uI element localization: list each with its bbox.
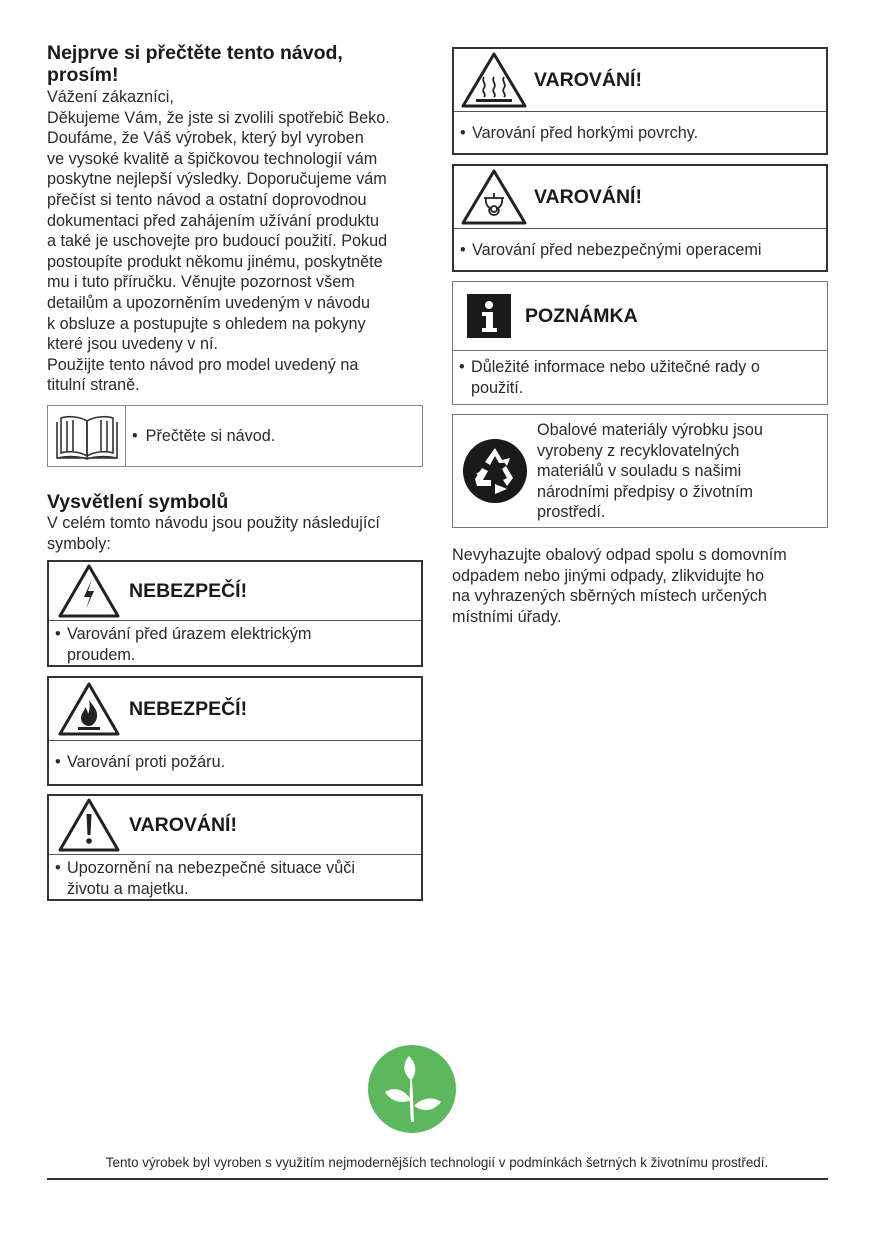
hot-surface-warning-icon xyxy=(454,51,534,109)
recycle-line: národními předpisy o životním xyxy=(537,482,753,501)
description-line: Varování před nebezpečnými operacemi xyxy=(472,241,762,259)
intro-section xyxy=(47,42,423,396)
note-title: POZNÁMKA xyxy=(525,304,638,327)
intro-line: které jsou uvedeny v ní. xyxy=(47,335,218,354)
danger-title: NEBEZPEČÍ! xyxy=(129,697,248,720)
disposal-line: odpadem nebo jinými odpady, zlikvidujte ho xyxy=(452,566,764,585)
disposal-line: na vyhrazených sběrných místech určených xyxy=(452,587,767,606)
danger-description: • Varování proti požáru. xyxy=(49,741,421,777)
description-line: Upozornění na nebezpečné situace vůči xyxy=(67,859,355,877)
recycle-line: Obalové materiály výrobku jsou xyxy=(537,421,763,439)
symbols-section xyxy=(47,491,423,554)
danger-electric-box xyxy=(47,560,423,667)
danger-description: • Varování před úrazem elektrickým proudem. xyxy=(55,625,312,664)
note-description: • Důležité informace nebo užitečné rady o použití. xyxy=(459,358,760,397)
danger-fire-box xyxy=(47,676,423,786)
intro-line: poskytne nejlepší výsledky. Doporučujeme vám xyxy=(47,170,387,189)
intro-line: mu i tuto příručku. Věnujte pozornost všem xyxy=(47,273,355,292)
recycle-icon xyxy=(453,415,537,527)
disposal-paragraph xyxy=(452,545,842,627)
disposal-line: Nevyhazujte obalový odpad spolu s domovním xyxy=(452,546,787,564)
info-icon xyxy=(453,293,525,339)
symbols-heading: Vysvětlení symbolů xyxy=(47,491,229,513)
eco-leaf-icon xyxy=(367,1044,457,1134)
note-box xyxy=(452,281,828,405)
description-line: Důležité informace nebo užitečné rady o xyxy=(471,358,760,376)
description-line: Varování před horkými povrchy. xyxy=(472,124,699,142)
warning-description: • Upozornění na nebezpečné situace vůči životu a majetku. xyxy=(55,859,355,898)
read-manual-box xyxy=(47,405,423,467)
electric-shock-warning-icon xyxy=(49,563,129,619)
intro-heading xyxy=(47,42,423,86)
intro-line: dokumentaci před zahájením užívání produktu xyxy=(47,211,380,230)
recycle-text xyxy=(537,415,827,527)
warning-hazard-box xyxy=(452,164,828,272)
description-line: použití. xyxy=(471,378,524,397)
read-manual-text xyxy=(126,406,422,466)
recycle-line: prostředí. xyxy=(537,503,606,522)
intro-line: titulní straně. xyxy=(47,376,140,395)
intro-heading-line2: prosím! xyxy=(47,64,119,86)
description-line: proudem. xyxy=(67,645,136,664)
warning-title: VAROVÁNÍ! xyxy=(534,185,642,208)
warning-hot-surface-box xyxy=(452,47,828,155)
exclamation-warning-icon xyxy=(49,797,129,853)
hazardous-operation-warning-icon xyxy=(454,168,534,226)
intro-line: postoupíte produkt někomu jinému, poskytněte xyxy=(47,252,383,271)
recycle-box xyxy=(452,414,828,528)
symbols-intro-line: V celém tomto návodu jsou použity následující xyxy=(47,514,380,532)
warning-description: • Varování před horkými povrchy. xyxy=(454,112,826,148)
symbols-intro xyxy=(47,513,423,554)
intro-line: a také je uschovejte pro budoucí použití. Pokud xyxy=(47,232,388,251)
bullet: • xyxy=(132,426,138,445)
warning-title: VAROVÁNÍ! xyxy=(534,68,642,91)
footer-divider xyxy=(47,1178,828,1180)
footer-note: Tento výrobek byl vyroben s využitím nejmodernějších technologií v podmínkách šetrných k životnímu prostředí. xyxy=(105,1155,769,1170)
disposal-line: místními úřady. xyxy=(452,607,562,626)
danger-title: NEBEZPEČÍ! xyxy=(129,579,248,602)
intro-heading-line1: Nejprve si přečtěte tento návod, xyxy=(47,42,343,64)
intro-paragraph xyxy=(47,87,423,396)
warning-general-box xyxy=(47,794,423,901)
intro-line: detailům a upozorněním uvedeným v návodu xyxy=(47,293,371,312)
intro-line: Vážení zákazníci, xyxy=(47,88,174,106)
description-line: Varování proti požáru. xyxy=(67,753,226,771)
fire-warning-icon xyxy=(49,681,129,737)
warning-description: • Varování před nebezpečnými operacemi xyxy=(454,229,826,265)
recycle-line: vyrobeny z recyklovatelných xyxy=(537,441,740,460)
intro-line: přečíst si tento návod a ostatní doprovodnou xyxy=(47,190,367,209)
open-book-icon xyxy=(48,406,126,466)
symbols-intro-line: symboly: xyxy=(47,534,111,553)
intro-line: k obsluze a postupujte s ohledem na pokyny xyxy=(47,314,366,333)
read-manual-label: Přečtěte si návod. xyxy=(145,426,276,445)
intro-line: Děkujeme Vám, že jste si zvolili spotřebič Beko. xyxy=(47,108,390,127)
description-line: Varování před úrazem elektrickým xyxy=(67,625,312,643)
warning-title: VAROVÁNÍ! xyxy=(129,813,237,836)
intro-line: ve vysoké kvalitě a špičkovou technologií vám xyxy=(47,149,378,168)
intro-line: Doufáme, že Váš výrobek, který byl vyroben xyxy=(47,129,364,148)
intro-line: Použijte tento návod pro model uvedený na xyxy=(47,355,359,374)
recycle-line: materiálů v souladu s našimi xyxy=(537,462,742,481)
description-line: životu a majetku. xyxy=(67,879,189,898)
